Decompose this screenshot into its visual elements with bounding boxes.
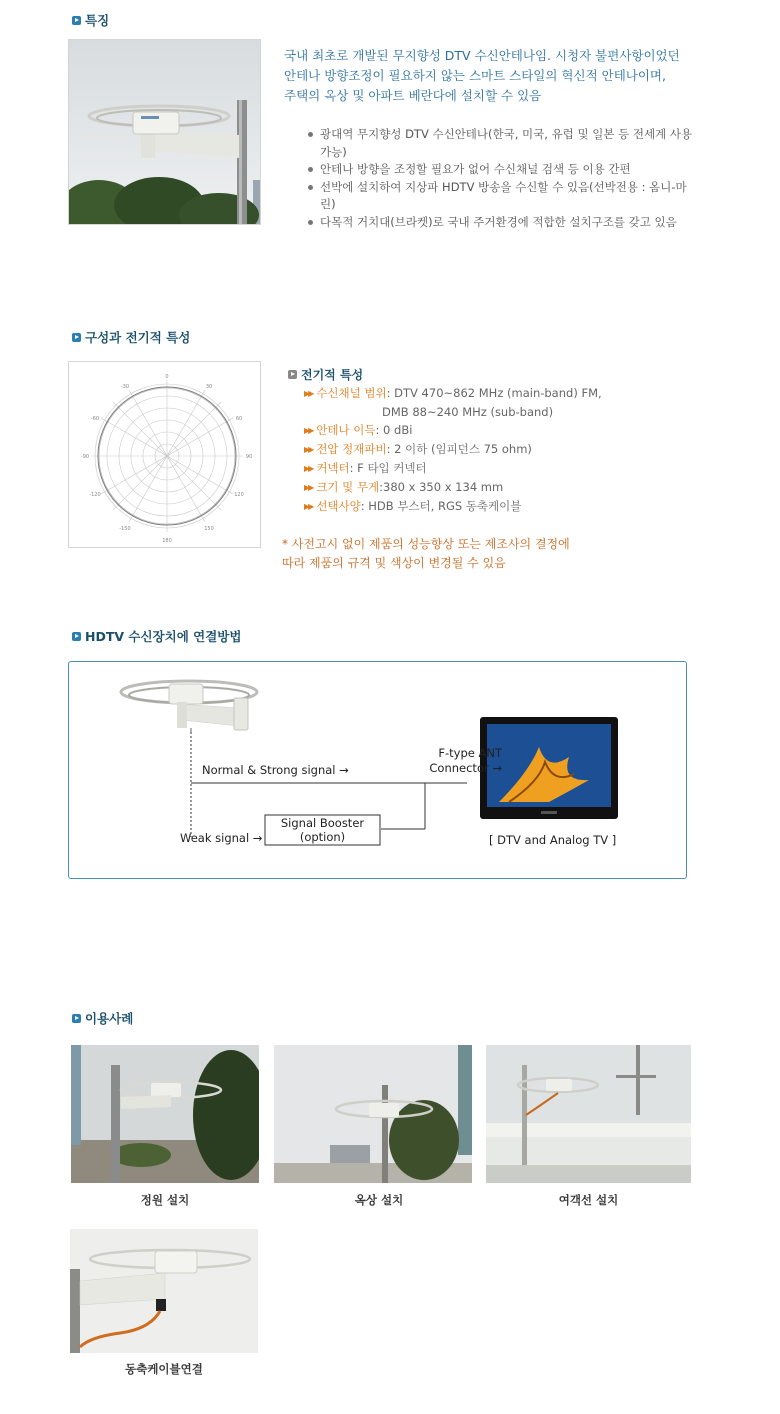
spec-item [304,478,503,497]
usage-title-text: 이용사례 [85,1011,134,1026]
connector-label-line: F-type ANT [438,746,502,760]
spec-label: 안테나 이득 [316,423,376,437]
connection-title-text: HDTV 수신장치에 연결방법 [85,629,242,644]
intro-line: 주택의 옥상 및 아파트 베란다에 설치할 수 있음 [284,88,542,103]
section-bullet-icon [72,1014,81,1023]
spec-item [304,459,427,478]
config-title-text: 구성과 전기적 특성 [85,330,191,345]
radiation-pattern-chart [68,361,261,548]
spec-value-continuation: DMB 88~240 MHz (sub-band) [382,405,554,419]
svg-text:-120: -120 [89,492,101,498]
spec-label: 크기 및 무게 [316,480,380,494]
feature-item: 광대역 무지향성 DTV 수신안테나(한국, 미국, 유럽 및 일본 등 전세계 사용가능) [306,126,702,161]
spec-label: 전압 정재파비 [316,442,387,456]
spec-value: : 2 이하 (임피던스 75 ohm) [386,442,532,456]
signal-booster-box [266,816,379,844]
svg-text:-150: -150 [119,526,131,532]
usage-photo-ferry [486,1045,691,1183]
usage-photo-garden [71,1045,259,1183]
spec-value: : F 타입 커넥터 [349,461,427,475]
spec-value: :380 x 350 x 134 mm [379,480,504,494]
spec-value: : HDB 부스터, RGS 동축케이블 [360,499,522,513]
features-title-text: 특징 [85,13,110,28]
config-section-title [72,328,190,346]
feature-item: 다목적 거치대(브라켓)로 국내 주거환경에 적합한 설치구조를 갖고 있음 [306,214,702,232]
antenna-product-photo [68,39,261,225]
intro-text [284,46,704,106]
svg-text:180: 180 [162,538,172,544]
spec-label: 수신채널 범위 [316,386,387,400]
svg-text:150: 150 [204,526,214,532]
weak-signal-label: Weak signal → [180,831,263,845]
normal-signal-label: Normal & Strong signal → [202,763,349,777]
spec-value: : DTV 470~862 MHz (main-band) FM, [386,386,602,400]
usage-photo-rooftop [274,1045,472,1183]
spec-item [304,384,602,403]
svg-text:-30: -30 [120,384,130,390]
feature-item: 선박에 설치하여 지상파 HDTV 방송을 수신할 수 있음(선박전용 : 옴니-마린) [306,179,702,214]
booster-label-line: Signal Booster [280,816,365,830]
spec-item [304,497,521,516]
features-section-title [72,11,109,29]
spec-label: 커넥터 [316,461,350,475]
usage-caption: 정원 설치 [140,1193,190,1207]
antenna-illustration [121,681,257,732]
svg-text:120: 120 [234,492,244,498]
double-arrow-icon: ▶▶ [304,426,313,435]
svg-text:60: 60 [235,416,243,422]
notice-line: 따라 제품의 규격 및 색상이 변경될 수 있음 [282,556,506,570]
double-arrow-icon: ▶▶ [304,502,313,511]
intro-line: 안테나 방향조정이 필요하지 않는 스마트 스타일의 혁신적 안테나이며, [284,68,666,83]
double-arrow-icon: ▶▶ [304,483,313,492]
section-bullet-icon [72,16,81,25]
booster-label-line: (option) [299,830,346,844]
intro-line: 국내 최초로 개발된 무지향성 DTV 수신안테나임. 시청자 불편사항이었던 [284,48,680,63]
usage-section-title [72,1009,133,1027]
usage-caption: 여객선 설치 [558,1193,619,1207]
section-bullet-icon [72,632,81,641]
svg-text:0: 0 [165,374,169,380]
electrical-spec-heading [288,366,363,383]
connector-label-line: Connector → [429,761,502,775]
svg-text:30: 30 [205,384,213,390]
usage-photo-coax [70,1229,258,1353]
spec-item [304,440,532,459]
notice-line: * 사전고시 없이 제품의 성능향상 또는 제조사의 결정에 [282,537,570,551]
svg-text:-90: -90 [80,454,90,460]
usage-caption: 옥상 설치 [354,1193,404,1207]
spec-change-notice [282,535,570,573]
double-arrow-icon: ▶▶ [304,389,313,398]
spec-value: : 0 dBi [375,423,413,437]
spec-label: 선택사양 [316,499,361,513]
usage-caption: 동축케이블연결 [125,1362,203,1376]
connection-diagram [68,661,687,879]
spec-item [304,421,412,440]
connector-label [400,746,502,776]
double-arrow-icon: ▶▶ [304,464,313,473]
electrical-title-text: 전기적 특성 [301,368,364,382]
section-bullet-icon [288,370,297,379]
section-bullet-icon [72,333,81,342]
double-arrow-icon: ▶▶ [304,445,313,454]
features-list [306,126,702,231]
svg-text:-60: -60 [90,416,100,422]
feature-item: 안테나 방향을 조정할 필요가 없어 수신채널 검색 등 이용 간편 [306,161,702,179]
tv-caption: [ DTV and Analog TV ] [489,833,617,847]
connection-section-title [72,627,241,645]
svg-text:90: 90 [245,454,253,460]
